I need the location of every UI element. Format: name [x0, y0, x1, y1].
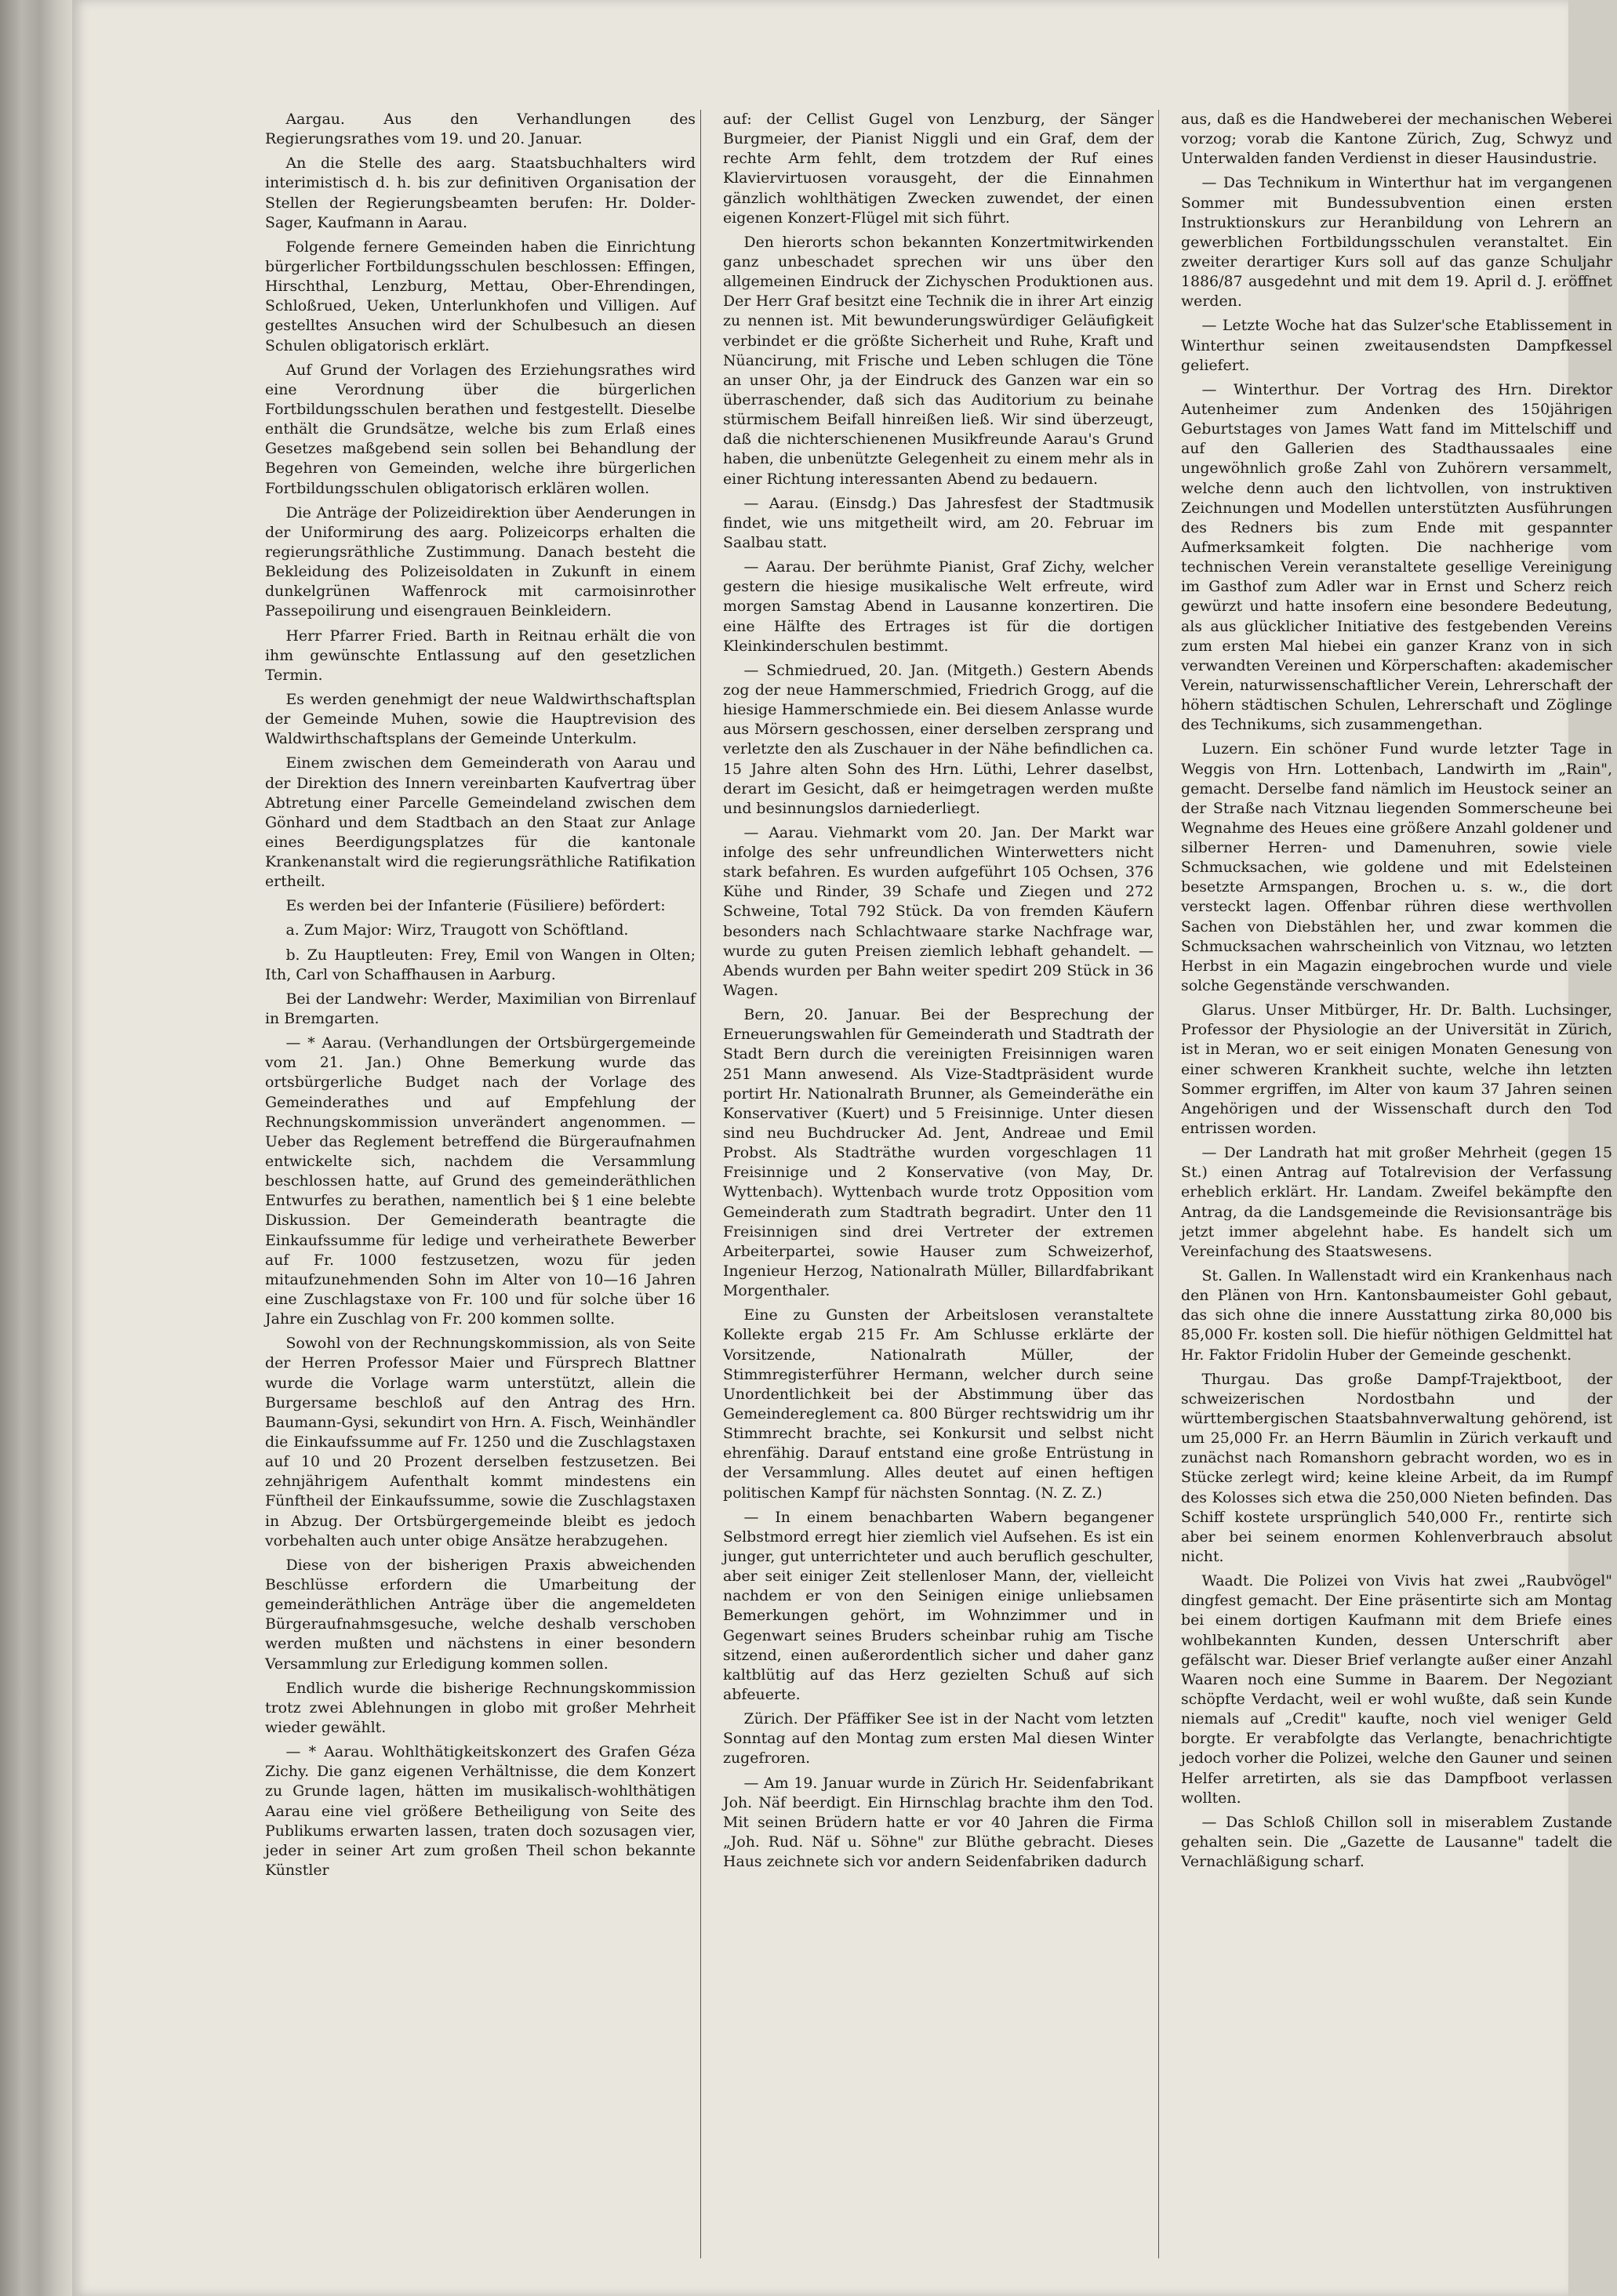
article-paragraph: — Schmiedrued, 20. Jan. (Mitgeth.) Gestern Abends zog der neue Hammerschmied, Friedrich Grogg, auf die hiesige Hammerschmiede ein. Bei diesem Anlasse wurde aus Mörsern geschossen, einer derselben zersprang und verletzte den als Zuschauer in der Nähe befindlichen ca. 15 Jahre alten Sohn des Hrn. Lüthi, Lehrer daselbst, derart im Gesicht, daß er heimgetragen werden mußte und besinnungslos darniederliegt.: [723, 661, 1154, 817]
article-paragraph: Bei der Landwehr: Werder, Maximilian von Birrenlauf in Bremgarten.: [265, 990, 696, 1028]
article-paragraph: — Aarau. Viehmarkt vom 20. Jan. Der Markt war infolge des sehr unfreundlichen Winterwetters nicht stark befahren. Es wurden aufgeführt 105 Ochsen, 376 Kühe und Rinder, 39 Schafe und Ziegen und 272 Schweine, Total 792 Stück. Da von fremden Käufern besonders nach Schlachtwaare starke Nachfrage war, wurde zu guten Preisen ziemlich lebhaft gehandelt. — Abends wurden per Bahn weiter spedirt 209 Stück in 36 Wagen.: [723, 823, 1154, 1000]
article-paragraph: St. Gallen. In Wallenstadt wird ein Krankenhaus nach den Plänen von Hrn. Kantonsbaumeister Gohl gebaut, das sich ohne die innere Ausstattung zirka 80,000 bis 85,000 Fr. kosten soll. Die hiefür nöthigen Geldmittel hat Hr. Faktor Fridolin Huber der Gemeinde geschenkt.: [1181, 1267, 1612, 1364]
article-paragraph: Herr Pfarrer Fried. Barth in Reitnau erhält die von ihm gewünschte Entlassung auf den gesetzlichen Termin.: [265, 627, 696, 684]
text-columns: [260, 110, 1617, 2258]
article-paragraph: Einem zwischen dem Gemeinderath von Aarau und der Direktion des Innern vereinbarten Kaufvertrag über Abtretung einer Parcelle Gemeindeland zwischen dem Gönhard und dem Stadtbach an den Staat zur Anlage eines Beerdigungsplatzes für die kantonale Krankenanstalt wird die regierungsräthliche Ratifikation ertheilt.: [265, 754, 696, 891]
article-paragraph: Diese von der bisherigen Praxis abweichenden Beschlüsse erfordern die Umarbeitung der gemeinderäthlichen Anträge über die angemeldeten Bürgeraufnahmsgesuche, welche deshalb verschoben werden mußten und nächstens in einer besondern Versammlung zur Erledigung kommen sollen.: [265, 1556, 696, 1673]
article-paragraph: a. Zum Major: Wirz, Traugott von Schöftland.: [285, 921, 629, 939]
article-paragraph: Auf Grund der Vorlagen des Erziehungsrathes wird eine Verordnung über die bürgerlichen Fortbildungsschulen berathen und festgestellt. Dieselbe enthält die Grundsätze, welche bis zum Erlaß eines Gesetzes maßgebend sein sollen bei Behandlung der Begehren von Gemeinden, welche ihre bürgerlichen Fortbildungsschulen obligatorisch erklären wollen.: [265, 361, 696, 497]
article-paragraph: — Das Schloß Chillon soll in miserablem Zustande gehalten sein. Die „Gazette de Lausanne" tadelt die Vernachläßigung scharf.: [1181, 1813, 1612, 1871]
article-paragraph: Zürich. Der Pfäffiker See ist in der Nacht vom letzten Sonntag auf den Montag zum ersten Mal diesen Winter zugefroren.: [723, 1710, 1154, 1767]
article-paragraph: — Aarau. (Einsdg.) Das Jahresfest der Stadtmusik findet, wie uns mitgetheilt wird, am 20. Februar im Saalbau statt.: [723, 494, 1154, 551]
column-1: [260, 110, 701, 2258]
article-paragraph: Folgende fernere Gemeinden haben die Einrichtung bürgerlicher Fortbildungsschulen beschlossen: Effingen, Hirschthal, Lenzburg, Mettau, Ober-Ehrendingen, Schloßrued, Ueken, Unterlunkhofen und Villigen. Auf gestelltes Ansuchen wird der Schulbesuch an diesen Schulen obligatorisch erklärt.: [265, 238, 696, 354]
article-paragraph: — * Aarau. (Verhandlungen der Ortsbürgergemeinde vom 21. Jan.) Ohne Bemerkung wurde das ortsbürgerliche Budget nach der Vorlage des Gemeinderathes und auf Empfehlung der Rechnungskommission unverändert angenommen. — Ueber das Reglement betreffend die Bürgeraufnahmen entwickelte sich, nachdem die Versammlung beschlossen hatte, auf Grund des gemeinderäthlichen Entwurfes zu berathen, namentlich bei § 1 eine belebte Diskussion. Der Gemeinderath beantragte die Einkaufssumme für ledige und verheirathete Bewerber auf Fr. 1000 festzusetzen, wozu für jeden mitaufzunehmenden Sohn im Alter von 10—16 Jahren eine Zuschlagstaxe von Fr. 100 und für solche über 16 Jahre ein Zuschlag von Fr. 200 kommen sollte.: [265, 1034, 696, 1328]
article-paragraph: — * Aarau. Wohlthätigkeitskonzert des Grafen Géza Zichy. Die ganz eigenen Verhältnisse, die dem Konzert zu Grunde lagen, hätten im musikalisch-wohlthätigen Aarau eine viel größere Betheiligung von Seite des Publikums erwarten lassen, traten doch sozusagen vier, jeder in seiner Art zum großen Theil schon bekannte Künstler: [265, 1743, 696, 1879]
article-paragraph: — Winterthur. Der Vortrag des Hrn. Direktor Autenheimer zum Andenken des 150jährigen Geburtstages von James Watt fand im Mittelschiff und auf den Gallerien des Stadthaussaales eine ungewöhnlich große Zahl von Zuhörern versammelt, welche denn auch den lichtvollen, von instruktiven Zeichnungen und Modellen unterstützten Ausführungen des Redners bis zum Ende mit gespannter Aufmerksamkeit folgten. Die nachherige vom technischen Verein veranstaltete gesellige Vereinigung im Gasthof zum Adler war in Ernst und Scherz reich gewürzt und hatte insofern eine besondere Bedeutung, als aus glücklicher Initiative des festgebenden Vereins zum ersten Mal hiebei ein ganzer Kranz von in sich verwandten Vereinen und Körperschaften: akademischer Verein, naturwissenschaftlicher Verein, Lehrerschaft der höhern städtischen Schulen, Lehrerschaft und Zöglinge des Technikums, sich zusammengethan.: [1181, 380, 1612, 734]
article-paragraph: auf: der Cellist Gugel von Lenzburg, der Sänger Burgmeier, der Pianist Niggli und ein Graf, dem der rechte Arm fehlt, dem trotzdem der Ruf eines Klaviervirtuosen vorausgeht, der die Einnahmen gänzlich wohlthätigen Zwecken zuwendet, der einen eigenen Konzert-Flügel mit sich führt.: [723, 111, 1154, 227]
article-paragraph: — Am 19. Januar wurde in Zürich Hr. Seidenfabrikant Joh. Näf beerdigt. Ein Hirnschlag brachte ihm den Tod. Mit seinen Brüdern hatte er vor 40 Jahren die Firma „Joh. Rud. Näf u. Söhne" zur Blüthe gebracht. Dieses Haus zeichnete sich vor andern Seidenfabriken dadurch: [723, 1774, 1154, 1871]
article-paragraph: — Das Technikum in Winterthur hat im vergangenen Sommer mit Bundessubvention einen ersten Instruktionskurs zur Heranbildung von Lehrern an gewerblichen Fortbildungsschulen veranstaltet. Ein zweiter derartiger Kurs soll auf das ganze Schuljahr 1886/87 ausgedehnt und mit dem 19. April d. J. eröffnet werden.: [1181, 174, 1612, 311]
article-paragraph: Thurgau. Das große Dampf-Trajektboot, der schweizerischen Nordostbahn und der württembergischen Staatsbahnverwaltung gehörend, ist um 25,000 Fr. an Herrn Bäumlin in Zürich verkauft und zunächst nach Romanshorn gebracht worden, wo es in Stücke zerlegt wird; keine kleine Arbeit, da im Rumpf des Kolosses sich etwa die 250,000 Nieten befinden. Das Schiff kostete ursprünglich 540,000 Fr., rentirte sich aber bei seinem enormen Kohlenverbrauch absolut nicht.: [1181, 1370, 1612, 1565]
article-paragraph: — Der Landrath hat mit großer Mehrheit (gegen 15 St.) einen Antrag auf Totalrevision der Verfassung erheblich erklärt. Hr. Landam. Zweifel bekämpfte den Antrag, da die Landsgemeinde die Revisionsanträge bis jetzt immer abgelehnt habe. Es handelt sich um Vereinfachung des Staatswesens.: [1181, 1144, 1612, 1260]
column-2: [718, 110, 1159, 2258]
article-paragraph: Sowohl von der Rechnungskommission, als von Seite der Herren Professor Maier und Fürsprech Blattner wurde die Vorlage warm unterstützt, allein die Burgersame beschloß auf den Antrag des Hrn. Baumann-Gysi, sekundirt von Hrn. A. Fisch, Weinhändler die Einkaufssumme auf Fr. 1250 und die Zuschlagstaxen auf 10 und 20 Prozent derselben festzusetzen. Bei zehnjährigem Aufenthalt kommt mindestens ein Fünftheil der Einkaufssumme, sowie die Zuschlagstaxen in Abzug. Der Ortsbürgergemeinde bleibt es jedoch vorbehalten auch unter obige Ansätze herabzugehen.: [265, 1335, 696, 1549]
article-paragraph: Die Anträge der Polizeidirektion über Aenderungen in der Uniformirung des aarg. Polizeicorps erhalten die regierungsräthliche Zustimmung. Danach besteht die Bekleidung des Polizeisoldaten in Zukunft in einem dunkelgrünen Waffenrock mit carmoisinrother Passepoilirung und eisengrauen Beinkleidern.: [265, 503, 696, 620]
article-paragraph: aus, daß es die Handweberei der mechanischen Weberei vorzog; vorab die Kantone Zürich, Zug, Schwyz und Unterwalden fanden Verdienst in dieser Hausindustrie.: [1181, 111, 1612, 168]
article-paragraph: Eine zu Gunsten der Arbeitslosen veranstaltete Kollekte ergab 215 Fr. Am Schlusse erklärte der Vorsitzende, Nationalrath Müller, der Stimmregisterführer Hermann, welcher durch seine Unordentlichkeit bei der Abstimmung über das Gemeindereglement ca. 800 Bürger rechtswidrig um ihr Stimmrecht brachte, sei Konkursit und selbst nicht ehrenfähig. Darauf entstand eine große Entrüstung in der Versammlung. Alles deutet auf einen heftigen politischen Kampf für nächsten Sonntag. (N. Z. Z.): [723, 1306, 1154, 1502]
article-paragraph: Aargau. Aus den Verhandlungen des Regierungsrathes vom 19. und 20. Januar.: [265, 111, 696, 148]
column-3: [1176, 110, 1617, 2258]
newspaper-page: [72, 0, 1612, 2296]
article-paragraph: Bern, 20. Januar. Bei der Besprechung der Erneuerungswahlen für Gemeinderath und Stadtrath der Stadt Bern durch die vereinigten Freisinnigen waren 251 Mann anwesend. Als Vize-Stadtpräsident wurde portirt Hr. Nationalrath Brunner, als Gemeinderäthe ein Konservativer (Kuert) und 5 Freisinnige. Unter diesen sind neu Buchdrucker Ad. Jent, Andreae und Emil Probst. Als Stadträthe wurden vorgeschlagen 11 Freisinnige und 2 Konservative (von May, Dr. Wyttenbach). Wyttenbach wurde trotz Opposition vom Gemeinderath zum Stadtrath begradirt. Unter den 11 Freisinnigen sind drei Vertreter der extremen Arbeiterpartei, sowie Hauser zum Schweizerhof, Ingenieur Herzog, Nationalrath Müller, Billardfabrikant Morgenthaler.: [723, 1006, 1154, 1300]
article-paragraph: — Letzte Woche hat das Sulzer'sche Etablissement in Winterthur seinen zweitausendsten Dampfkessel geliefert.: [1181, 317, 1612, 374]
article-paragraph: — Aarau. Der berühmte Pianist, Graf Zichy, welcher gestern die hiesige musikalische Welt erfreute, wird morgen Samstag Abend in Lausanne konzertiren. Die eine Hälfte des Ertrages ist für die dortigen Kleinkinderschulen bestimmt.: [723, 558, 1154, 655]
article-paragraph: Luzern. Ein schöner Fund wurde letzter Tage in Weggis von Hrn. Lottenbach, Landwirth im „Rain", gemacht. Derselbe fand nämlich im Heustock seiner an der Straße nach Vitznau liegenden Sommerscheune bei Wegnahme des Heues eine größere Anzahl goldener und silberner Herren- und Damenuhren, sowie viele Schmucksachen, wie goldene und mit Edelsteinen besetzte Armspangen, Brochen u. s. w., die dort versteckt lagen. Offenbar rühren diese werthvollen Sachen von Diebstählen her, und zwar kommen die Schmucksachen wahrscheinlich von Vitznau, wo letzten Herbst in ein Magazin eingebrochen wurde und viele solche Gegenstände verschwanden.: [1181, 740, 1612, 995]
article-paragraph: Es werden genehmigt der neue Waldwirthschaftsplan der Gemeinde Muhen, sowie die Hauptrevision des Waldwirthschaftsplans der Gemeinde Unterkulm.: [265, 690, 696, 748]
article-paragraph: — In einem benachbarten Wabern begangener Selbstmord erregt hier ziemlich viel Aufsehen. Es ist ein junger, gut unterrichteter und auch beruflich geschulter, aber seit einiger Zeit stellenloser Mann, der, vielleicht nachdem er von den Seinigen einige unliebsamen Bemerkungen gehört, im Wohnzimmer und in Gegenwart seines Bruders scheinbar ruhig am Tische sitzend, einen außerordentlich sicher und daher ganz kaltblütig auf das Herz gezielten Schuß auf sich abfeuerte.: [723, 1508, 1154, 1703]
article-paragraph: Waadt. Die Polizei von Vivis hat zwei „Raubvögel" dingfest gemacht. Der Eine präsentirte sich am Montag bei einem dortigen Kaufmann mit dem Briefe eines wohlbekannten Kunden, dessen Unterschrift aber gefälscht war. Dieser Brief verlangte außer einer Anzahl Waaren noch eine Summe in Baarem. Der Negoziant schöpfte Verdacht, weil er wohl wußte, daß sein Kunde niemals auf „Credit" kaufte, noch viel weniger Geld borgte. Er verabfolgte das Verlangte, benachrichtigte jedoch vorher die Polizei, welche den Gauner und seinen Helfer arretirten, als sie das Dampfboot verlassen wollten.: [1181, 1572, 1612, 1807]
article-paragraph: Es werden bei der Infanterie (Füsiliere) befördert:: [285, 897, 666, 915]
article-paragraph: b. Zu Hauptleuten: Frey, Emil von Wangen in Olten; Ith, Carl von Schaffhausen in Aarburg.: [265, 946, 696, 983]
article-paragraph: Den hierorts schon bekannten Konzertmitwirkenden ganz unbeschadet sprechen wir uns über den allgemeinen Eindruck der Zichyschen Produktionen aus. Der Herr Graf besitzt eine Technik die in ihrer Art einzig zu nennen ist. Mit bewunderungswürdiger Geläufigkeit verbindet er die größte Sicherheit und Ruhe, Kraft und Nüancirung, mit Frische und Leben schlugen die Töne an unser Ohr, ja der Eindruck des Ganzen war ein so überraschender, daß sich das Auditorium zu beinahe stürmischem Beifall hinreißen ließ. Wir sind überzeugt, daß die nichterschienenen Musikfreunde Aarau's Grund haben, die unbenützte Gelegenheit zu einem mehr als in einer Richtung interessanten Abend zu bedauern.: [723, 233, 1154, 488]
scan-edge: [0, 0, 72, 2296]
article-paragraph: Glarus. Unser Mitbürger, Hr. Dr. Balth. Luchsinger, Professor der Physiologie an der Universität in Zürich, ist in Meran, wo er seit einigen Monaten Genesung von einer schweren Krankheit suchte, welche ihn letzten Sommer ergriffen, im Alter von kaum 37 Jahren seinen Angehörigen und der Wissenschaft durch den Tod entrissen worden.: [1181, 1001, 1612, 1138]
article-paragraph: An die Stelle des aarg. Staatsbuchhalters wird interimistisch d. h. bis zur definitiven Organisation der Stellen der Regierungsbeamten berufen: Hr. Dolder-Sager, Kaufmann in Aarau.: [265, 154, 696, 231]
article-paragraph: Endlich wurde die bisherige Rechnungskommission trotz zwei Ablehnungen in globo mit großer Mehrheit wieder gewählt.: [265, 1679, 696, 1736]
